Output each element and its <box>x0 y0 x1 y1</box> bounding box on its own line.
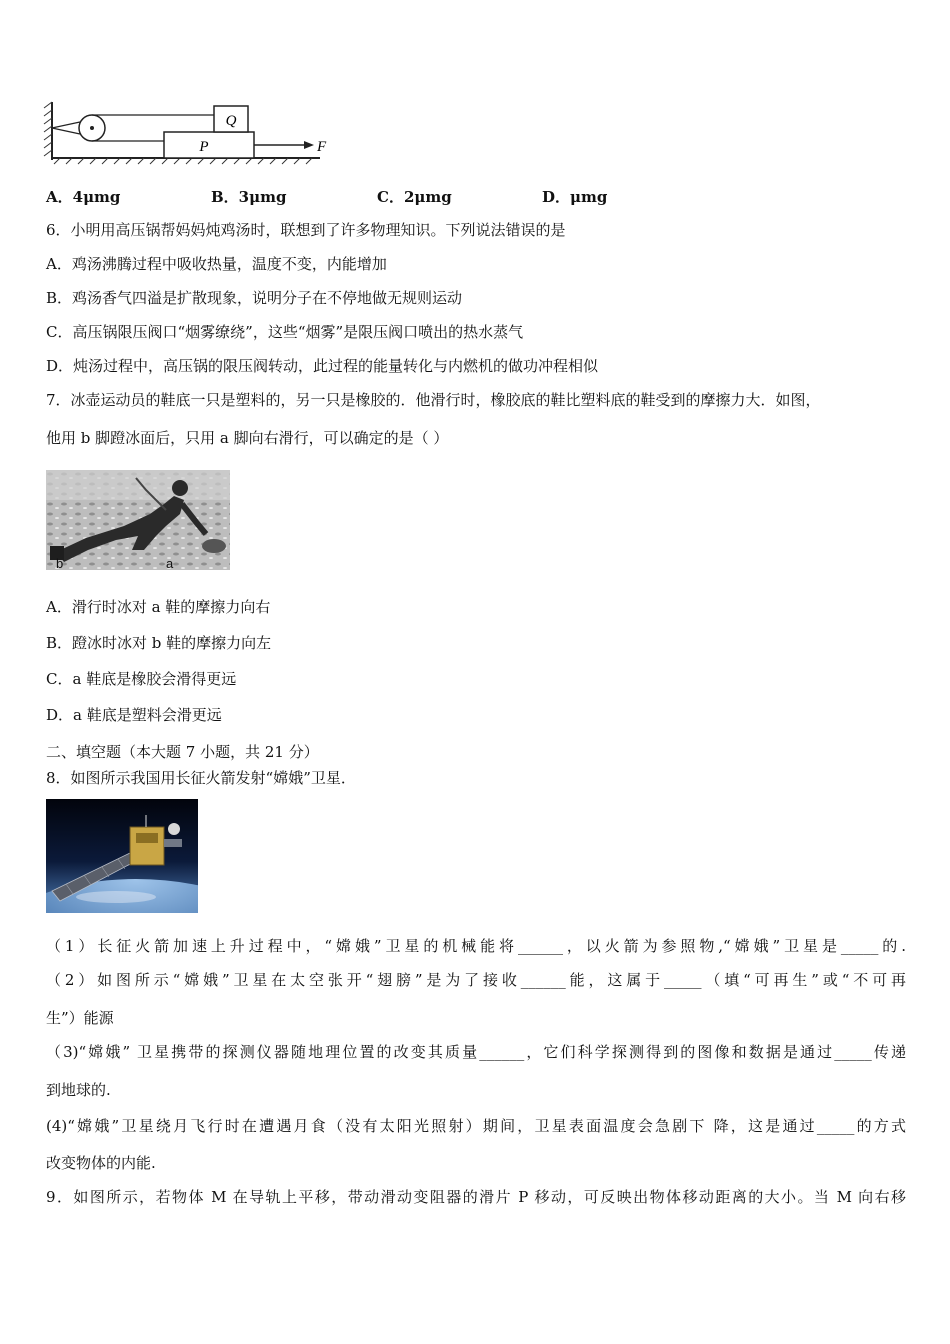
q8-part3-line2: 到地球的. <box>46 1081 111 1099</box>
q8-part3-line1: （3)“嫦娥” 卫星携带的探测仪器随地理位置的改变其质量______，它们科学探测得到的图像和数据是通过_____传递 <box>46 1043 906 1061</box>
q5-option-b: B．3μmg <box>211 188 287 206</box>
q7-option-d: D．a 鞋底是塑料会滑更远 <box>46 706 222 724</box>
q5-option-d: D．μmg <box>542 188 608 206</box>
q6-option-d: D．炖汤过程中，高压锅的限压阀转动，此过程的能量转化与内燃机的做功冲程相似 <box>46 357 599 375</box>
shoe-b-label: b <box>56 556 64 570</box>
q6-stem: 6．小明用高压锅帮妈妈炖鸡汤时，联想到了许多物理知识。下列说法错误的是 <box>46 221 566 239</box>
q8-part2-line2: 生”）能源 <box>46 1009 114 1027</box>
q8-part1: （1）长征火箭加速上升过程中，“嫦娥”卫星的机械能将______，以火箭为参照物,“嫦娥”卫星是_____的. <box>46 937 906 955</box>
block-p-label: P <box>199 139 209 155</box>
pulley-block-figure <box>40 98 330 168</box>
q7-option-b: B．蹬冰时冰对 b 鞋的摩擦力向左 <box>46 634 272 652</box>
q7-stem-line1: 7．冰壶运动员的鞋底一只是塑料的，另一只是橡胶的．他滑行时，橡胶底的鞋比塑料底的鞋受到的摩擦力大．如图， <box>46 391 821 409</box>
q8-part2-line1: （2）如图所示“嫦娥”卫星在太空张开“翅膀”是为了接收______能，这属于_____（填“可再生”或“不可再 <box>46 971 906 989</box>
q9-stem: 9．如图所示，若物体 M 在导轨上平移，带动滑动变阻器的滑片 P 移动，可反映出物体移动距离的大小。当 M 向右移 <box>46 1188 906 1206</box>
section-title: 二、填空题（本大题 7 小题，共 21 分） <box>46 743 319 761</box>
shoe-a-label: a <box>166 556 174 570</box>
q7-option-c: C．a 鞋底是橡胶会滑得更远 <box>46 670 237 688</box>
q7-option-a: A．滑行时冰对 a 鞋的摩擦力向右 <box>46 598 271 616</box>
q8-part4-line2: 改变物体的内能. <box>46 1154 156 1172</box>
curling-athlete-photo <box>46 470 230 570</box>
block-q-label: Q <box>225 113 237 129</box>
q6-option-b: B．鸡汤香气四溢是扩散现象，说明分子在不停地做无规则运动 <box>46 289 463 307</box>
q8-part4-line1: (4)“嫦娥”卫星绕月飞行时在遭遇月食（没有太阳光照射）期间，卫星表面温度会急剧下 降，这是通过_____的方式 <box>46 1117 906 1135</box>
satellite-photo <box>46 799 198 913</box>
q5-option-c: C．2μmg <box>377 188 452 206</box>
q5-option-a: A．4μmg <box>46 188 121 206</box>
force-f-label: F <box>317 139 327 155</box>
q7-stem-line2: 他用 b 脚蹬冰面后，只用 a 脚向右滑行，可以确定的是（ ） <box>46 429 449 447</box>
q8-stem: 8．如图所示我国用长征火箭发射“嫦娥”卫星． <box>46 769 356 787</box>
q6-option-c: C．高压锅限压阀口“烟雾缭绕”，这些“烟雾”是限压阀口喷出的热水蒸气 <box>46 323 524 341</box>
q5-options <box>46 186 746 206</box>
q6-option-a: A．鸡汤沸腾过程中吸收热量，温度不变，内能增加 <box>46 255 387 273</box>
